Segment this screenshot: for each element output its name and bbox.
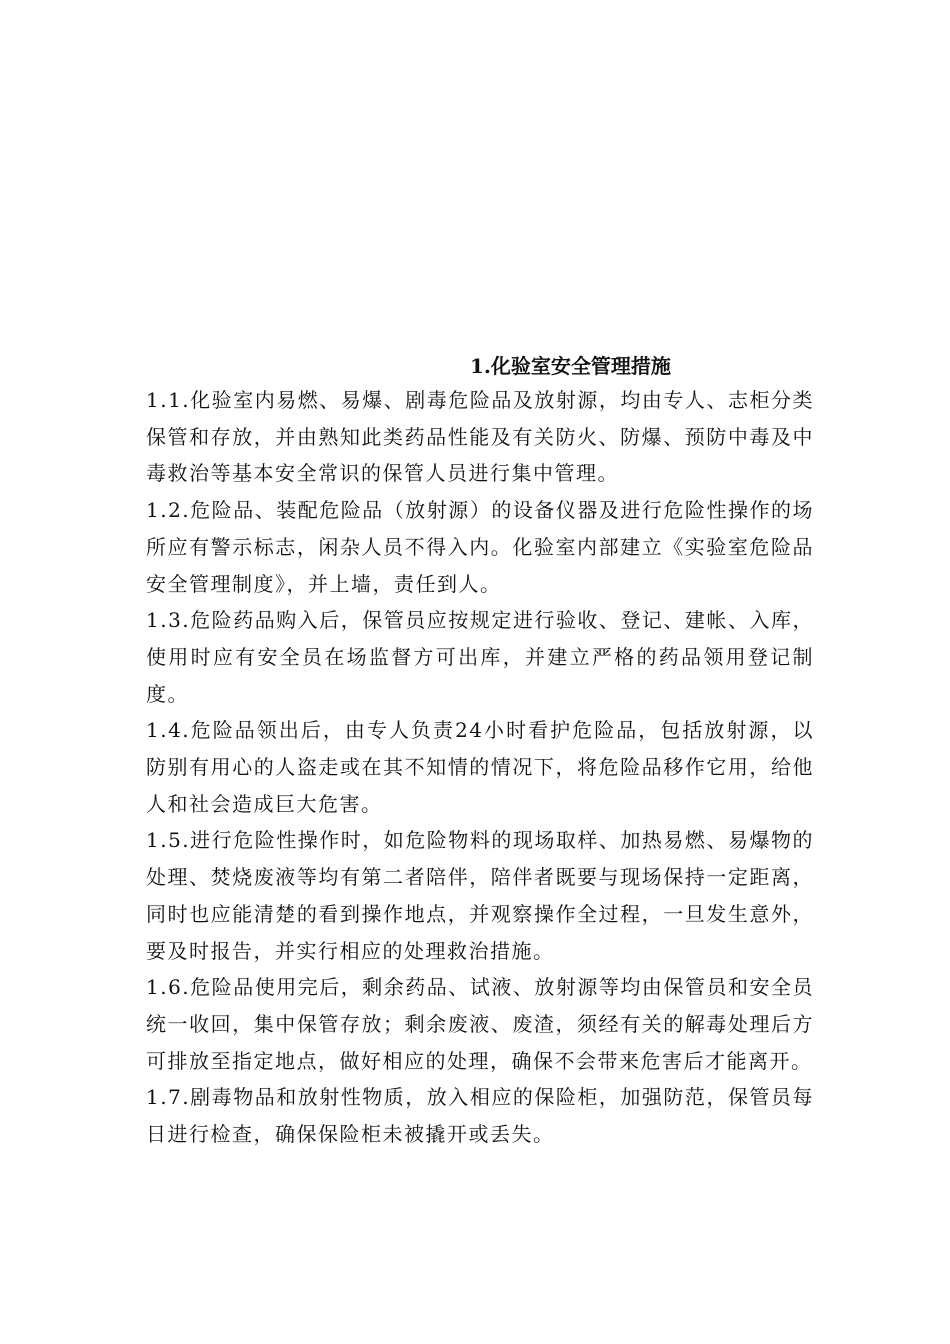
section-title: 1.化验室安全管理措施 (470, 354, 671, 378)
paragraph-1-7: 1.7.剧毒物品和放射性物质，放入相应的保险柜，加强防范，保管员每日进行检查，确保保险柜未被撬开或丢失。 (146, 1085, 814, 1147)
paragraph-1-1: 1.1.化验室内易燃、易爆、剧毒危险品及放射源，均由专人、志柜分类保管和存放，并由熟知此类药品性能及有关防火、防爆、预防中毒及中毒救治等基本安全常识的保管人员进行集中管理。 (146, 388, 814, 486)
paragraph-1-6: 1.6.危险品使用完后，剩余药品、试液、放射源等均由保管员和安全员统一收回，集中保管存放；剩余废液、废渣，须经有关的解毒处理后方可排放至指定地点，做好相应的处理，确保不会带来危害后才能离开。 (146, 975, 814, 1073)
paragraph-1-2: 1.2.危险品、装配危险品（放射源）的设备仪器及进行危险性操作的场所应有警示标志，闲杂人员不得入内。化验室内部建立《实验室危险品安全管理制度》，并上墙，责任到人。 (146, 498, 814, 596)
paragraph-1-3: 1.3.危险药品购入后，保管员应按规定进行验收、登记、建帐、入库，使用时应有安全员在场监督方可出库，并建立严格的药品领用登记制度。 (146, 608, 814, 706)
paragraph-1-5: 1.5.进行危险性操作时，如危险物料的现场取样、加热易燃、易爆物的处理、焚烧废液等均有第二者陪伴，陪伴者既要与现场保持一定距离，同时也应能清楚的看到操作地点，并观察操作全过程，一旦发生意外，要及时报告，并实行相应的处理救治措施。 (146, 828, 814, 963)
paragraph-1-4: 1.4.危险品领出后，由专人负责24小时看护危险品，包括放射源，以防别有用心的人盗走或在其不知情的情况下，将危险品移作它用，给他人和社会造成巨大危害。 (146, 718, 814, 816)
section-body (146, 382, 814, 1153)
